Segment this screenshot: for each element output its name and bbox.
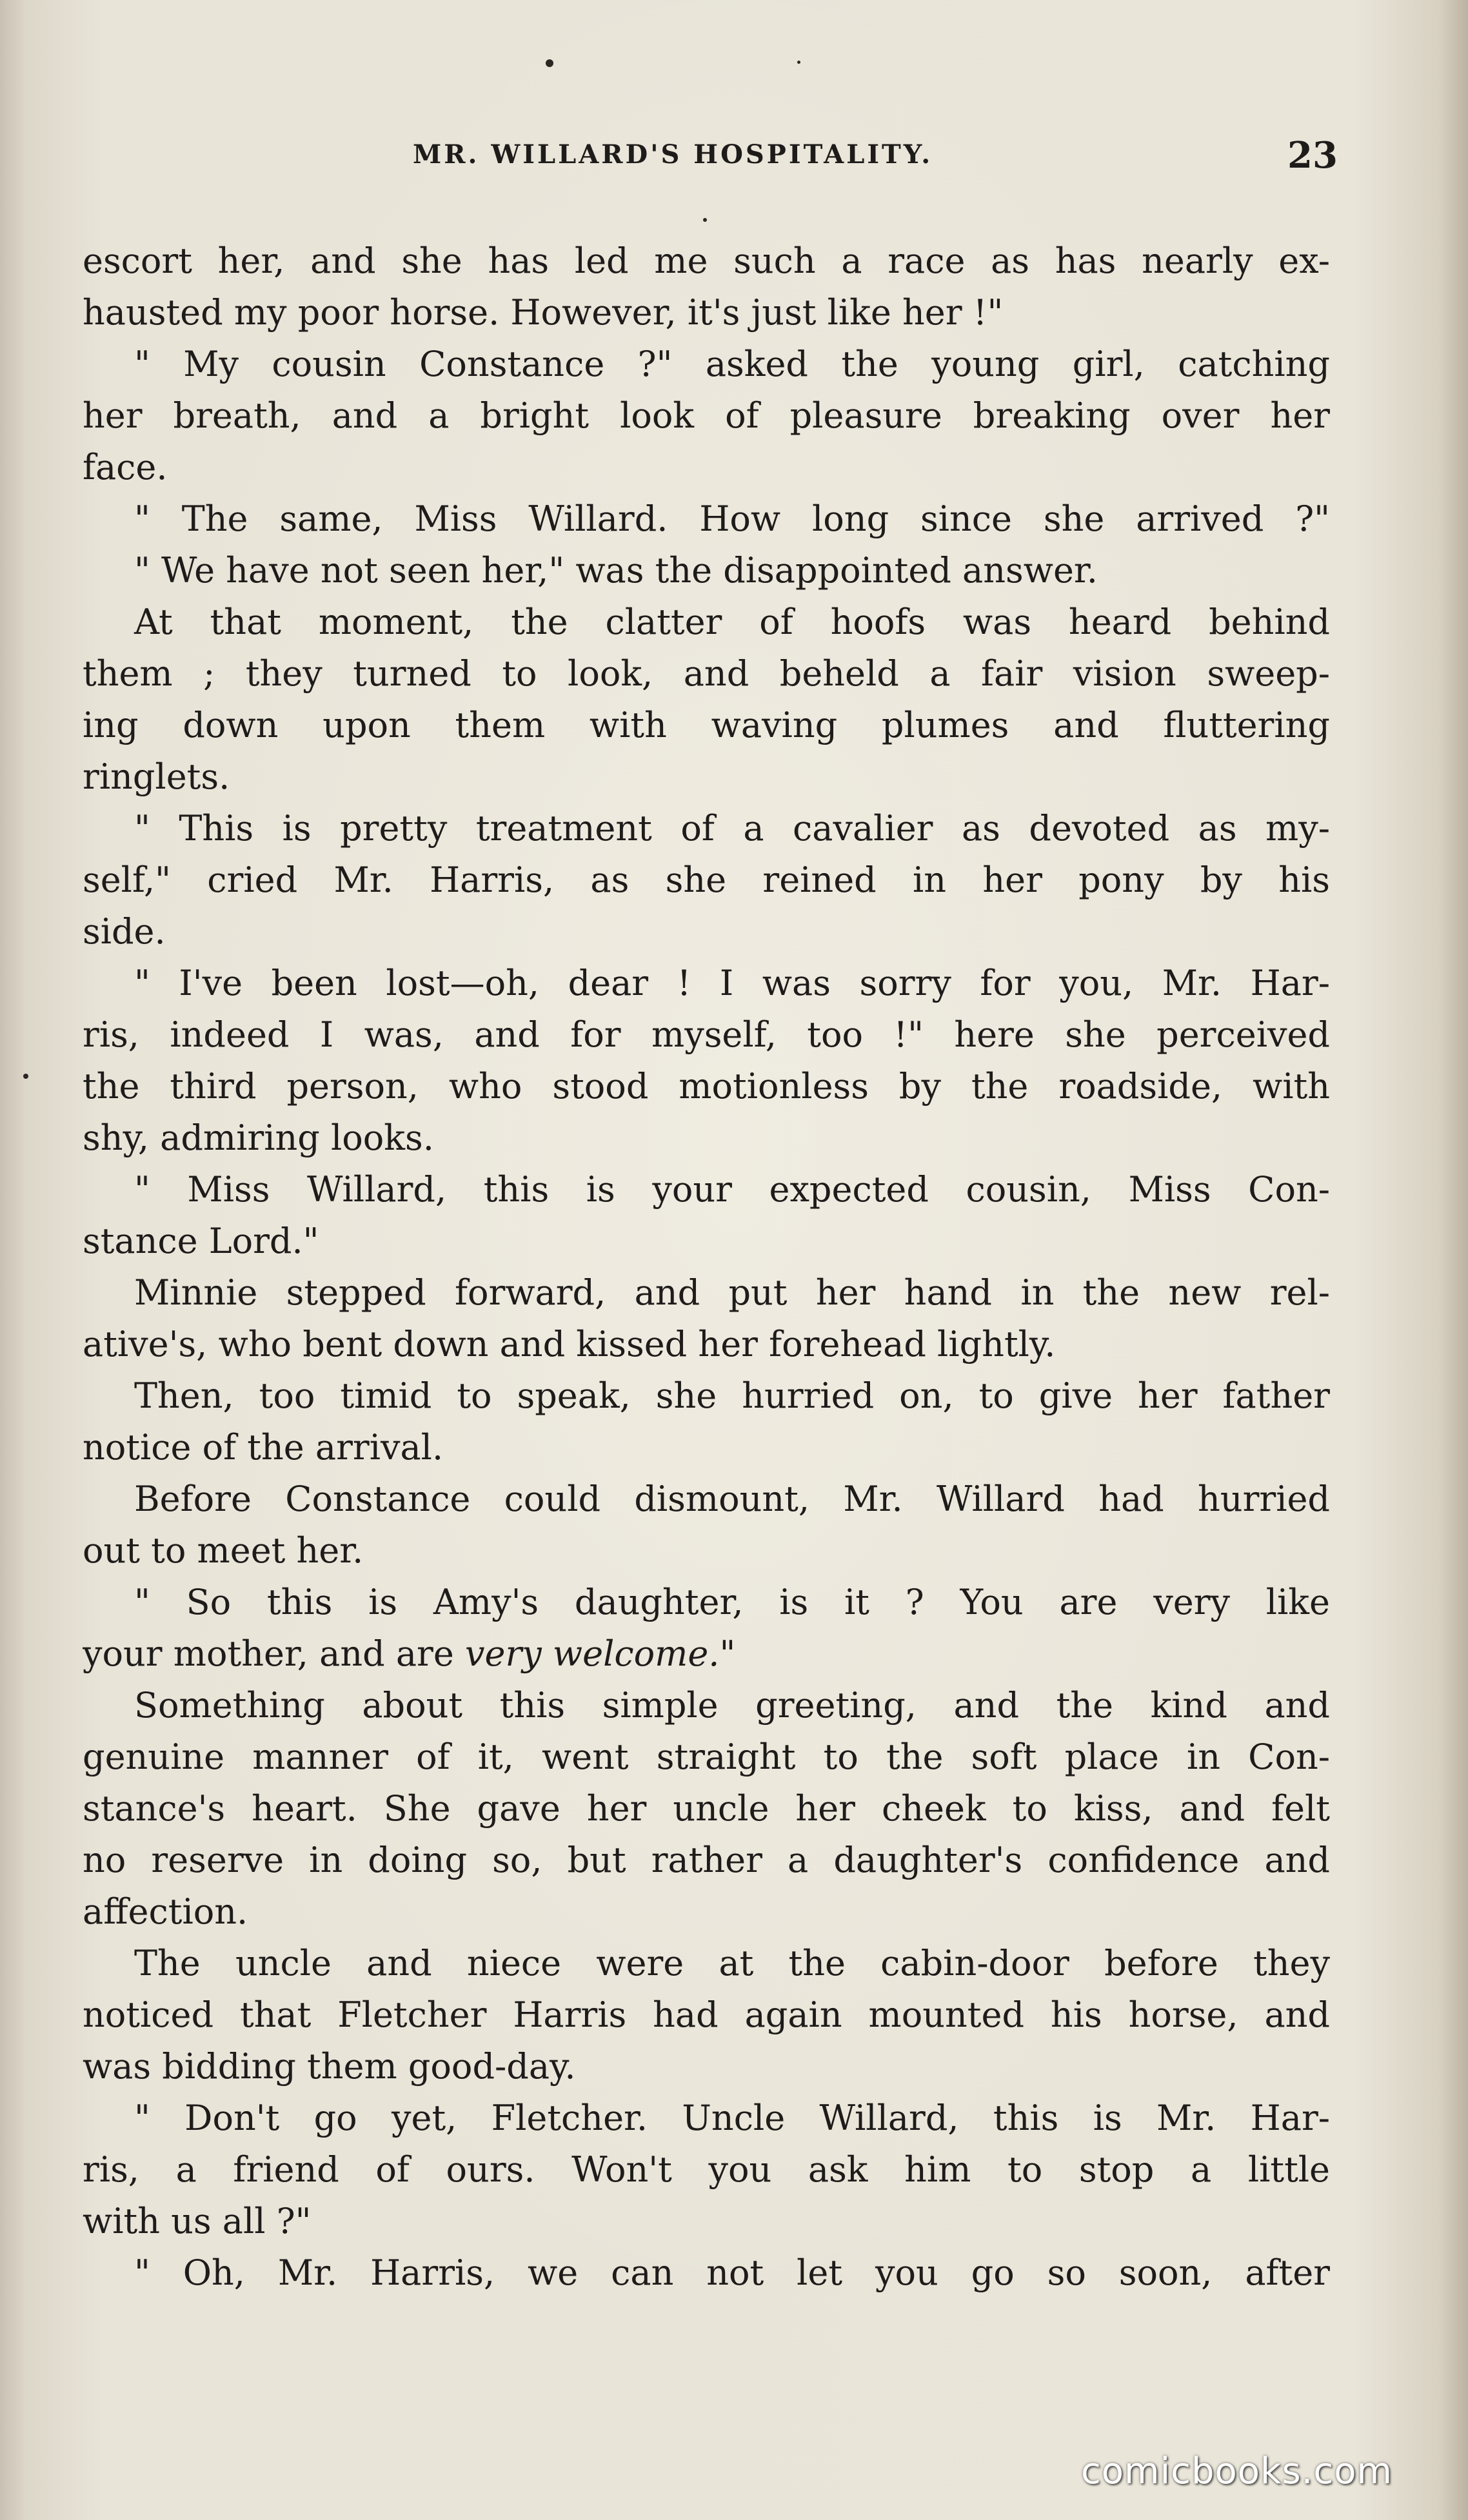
line-text: ative's, who bent down and kissed her forehead lightly. [83, 1324, 1056, 1364]
body-text [83, 235, 1330, 2299]
watermark: comicbooks.com [1081, 2450, 1393, 2492]
text-line [83, 493, 1330, 545]
text-line [83, 2092, 1330, 2144]
text-line [83, 235, 1330, 287]
text-line [83, 1061, 1330, 1112]
text-line [83, 2144, 1330, 2196]
line-text: no reserve in doing so, but rather a daughter's confidence and [83, 1840, 1330, 1880]
line-text: At that moment, the clatter of hoofs was heard behind [134, 602, 1330, 642]
line-text: ris, a friend of ours. Won't you ask him to stop a little [83, 2149, 1330, 2190]
line-text: out to meet her. [83, 1530, 364, 1571]
text-line [83, 1731, 1330, 1783]
text-line [83, 339, 1330, 390]
text-line [83, 906, 1330, 958]
line-text: noticed that Fletcher Harris had again mounted his horse, and [83, 1994, 1330, 2035]
text-line [83, 596, 1330, 648]
text-line [83, 700, 1330, 751]
text-line [83, 1422, 1330, 1473]
ink-speck [797, 61, 800, 64]
text-line [83, 1112, 1330, 1164]
text-line [83, 2041, 1330, 2092]
text-line [83, 1989, 1330, 2041]
text-line [83, 854, 1330, 906]
line-text: " We have not seen her," was the disappointed answer. [134, 550, 1098, 591]
running-title: MR. WILLARD'S HOSPITALITY. [413, 139, 933, 170]
line-text: stance's heart. She gave her uncle her cheek to kiss, and felt [83, 1788, 1330, 1829]
text-line [83, 2247, 1330, 2299]
text-line [83, 442, 1330, 493]
line-text: The uncle and niece were at the cabin-door before they [134, 1943, 1330, 1984]
text-line [83, 1164, 1330, 1216]
text-line [83, 1267, 1330, 1319]
line-text: side. [83, 911, 166, 952]
text-line [83, 1886, 1330, 1938]
line-text: " So this is Amy's daughter, is it ? You are very like [134, 1582, 1330, 1622]
text-line [83, 1216, 1330, 1267]
text-line [83, 1577, 1330, 1628]
line-text: ringlets. [83, 756, 230, 797]
text-line [83, 1938, 1330, 1989]
line-text: escort her, and she has led me such a race as has nearly ex- [83, 241, 1330, 281]
text-line [83, 648, 1330, 700]
line-text: " This is pretty treatment of a cavalier as devoted as my- [134, 808, 1330, 849]
text-line [83, 803, 1330, 854]
line-text: your mother, and are [83, 1633, 465, 1674]
line-text: Before Constance could dismount, Mr. Willard had hurried [134, 1479, 1330, 1519]
text-line [83, 1835, 1330, 1886]
ink-speck [23, 1074, 28, 1079]
line-text: face. [83, 447, 168, 487]
text-line [83, 1319, 1330, 1370]
text-line [83, 751, 1330, 803]
line-text: ris, indeed I was, and for myself, too !" here she perceived [83, 1014, 1330, 1055]
text-line [83, 1009, 1330, 1061]
text-line [83, 2196, 1330, 2247]
text-line [83, 1525, 1330, 1577]
line-text: " Don't go yet, Fletcher. Uncle Willard, this is Mr. Har- [134, 2098, 1330, 2138]
line-text: " Miss Willard, this is your expected cousin, Miss Con- [134, 1169, 1330, 1210]
line-text: " The same, Miss Willard. How long since she arrived ?" [134, 498, 1330, 539]
line-tail-text: " [719, 1633, 736, 1674]
line-text: with us all ?" [83, 2201, 312, 2241]
line-text: self," cried Mr. Harris, as she reined in her pony by his [83, 860, 1330, 900]
line-text: " My cousin Constance ?" asked the young girl, catching [134, 344, 1330, 384]
line-text: Minnie stepped forward, and put her hand in the new rel- [134, 1272, 1330, 1313]
text-line [83, 1473, 1330, 1525]
line-text: her breath, and a bright look of pleasure breaking over her [83, 395, 1330, 436]
ink-speck [703, 218, 707, 222]
page-number: 23 [1287, 134, 1338, 177]
text-line [83, 545, 1330, 596]
text-line [83, 1370, 1330, 1422]
text-line [83, 1680, 1330, 1731]
text-line [83, 1783, 1330, 1835]
line-text: notice of the arrival. [83, 1427, 444, 1468]
line-text: Something about this simple greeting, and the kind and [134, 1685, 1330, 1726]
line-text: Then, too timid to speak, she hurried on, to give her father [134, 1375, 1330, 1416]
ink-speck [546, 59, 553, 67]
line-text: hausted my poor horse. However, it's just like her !" [83, 292, 1004, 333]
text-line [83, 390, 1330, 442]
line-text: shy, admiring looks. [83, 1117, 434, 1158]
text-line [83, 287, 1330, 339]
line-text: " I've been lost—oh, dear ! I was sorry for you, Mr. Har- [134, 963, 1330, 1003]
line-text: stance Lord." [83, 1221, 319, 1261]
line-text: affection. [83, 1891, 248, 1932]
line-text: was bidding them good-day. [83, 2046, 576, 2087]
text-line [83, 1628, 1330, 1680]
text-line [83, 958, 1330, 1009]
line-text: them ; they turned to look, and beheld a fair vision sweep- [83, 653, 1330, 694]
line-text: ing down upon them with waving plumes and fluttering [83, 705, 1330, 745]
line-italic-text: very welcome. [464, 1633, 720, 1674]
running-head [0, 134, 1468, 179]
line-text: genuine manner of it, went straight to the soft place in Con- [83, 1737, 1330, 1777]
line-text: " Oh, Mr. Harris, we can not let you go so soon, after [134, 2252, 1330, 2293]
line-text: the third person, who stood motionless by the roadside, with [83, 1066, 1330, 1107]
